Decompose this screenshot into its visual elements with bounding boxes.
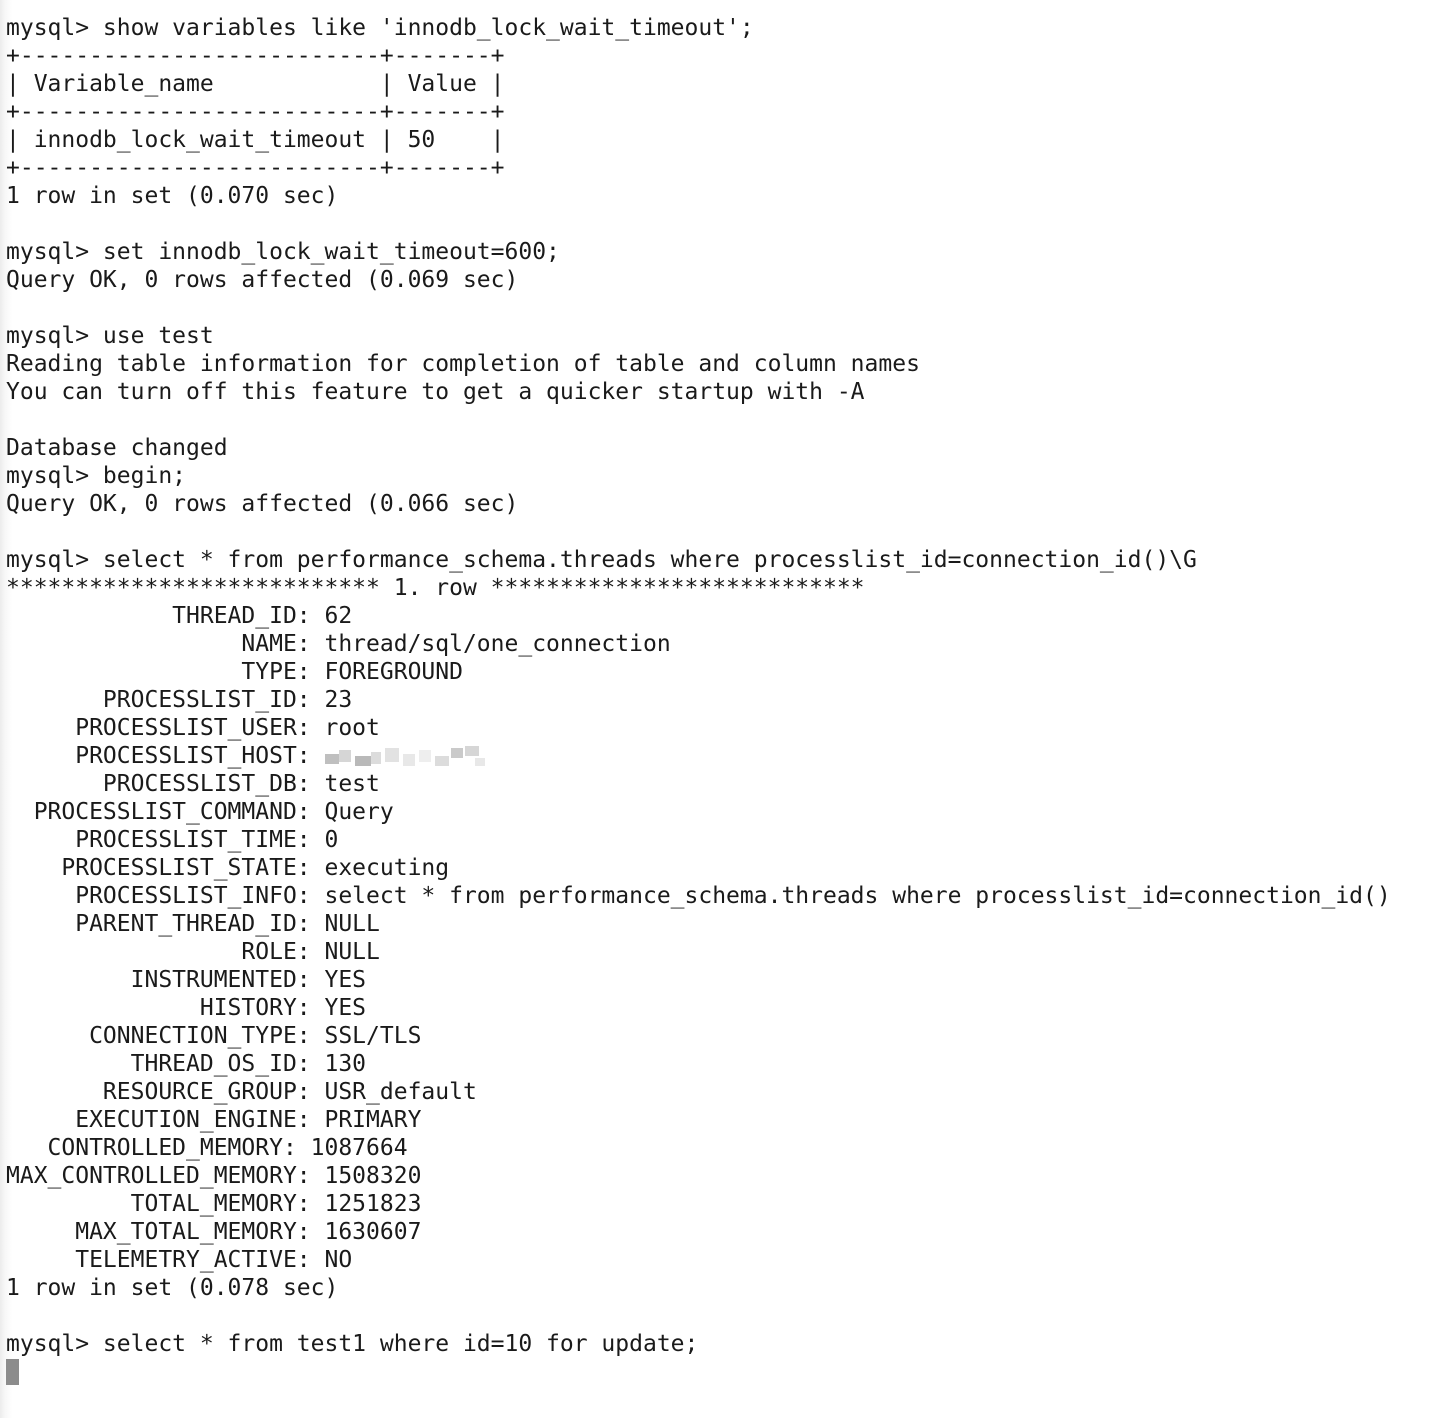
terminal-line	[6, 294, 1391, 322]
terminal-line: PROCESSLIST_USER: root	[6, 715, 380, 741]
terminal-line: EXECUTION_ENGINE: PRIMARY	[6, 1107, 422, 1133]
terminal-line	[6, 518, 1391, 546]
terminal-cursor	[6, 1359, 19, 1385]
terminal-line: ROLE: NULL	[6, 939, 380, 965]
terminal-line: RESOURCE_GROUP: USR_default	[6, 1079, 477, 1105]
terminal-line: PROCESSLIST_TIME: 0	[6, 827, 339, 853]
terminal-line: +--------------------------+-------+	[6, 43, 505, 69]
terminal-line: PROCESSLIST_DB: test	[6, 771, 380, 797]
terminal-line: | Variable_name | Value |	[6, 71, 505, 97]
terminal-line: +--------------------------+-------+	[6, 155, 505, 181]
terminal-line: mysql> begin;	[6, 463, 187, 489]
terminal-line: INSTRUMENTED: YES	[6, 967, 367, 993]
terminal-line: mysql> use test	[6, 323, 214, 349]
terminal-line: PROCESSLIST_ID: 23	[6, 687, 353, 713]
terminal-line: TELEMETRY_ACTIVE: NO	[6, 1247, 353, 1273]
terminal-line: mysql> set innodb_lock_wait_timeout=600;	[6, 239, 560, 265]
terminal-line: TOTAL_MEMORY: 1251823	[6, 1191, 422, 1217]
terminal-line: PROCESSLIST_STATE: executing	[6, 855, 450, 881]
terminal-line: Query OK, 0 rows affected (0.066 sec)	[6, 491, 519, 517]
terminal-line: PROCESSLIST_HOST:	[6, 742, 1391, 770]
terminal-line: +--------------------------+-------+	[6, 99, 505, 125]
terminal-line: You can turn off this feature to get a quicker startup with -A	[6, 379, 865, 405]
terminal-line: TYPE: FOREGROUND	[6, 659, 463, 685]
terminal-line: PARENT_THREAD_ID: NULL	[6, 911, 380, 937]
terminal-output	[6, 14, 1391, 1358]
terminal-line: *************************** 1. row ***************************	[6, 575, 865, 601]
redacted-host-value	[325, 746, 487, 768]
terminal-line: Query OK, 0 rows affected (0.069 sec)	[6, 267, 519, 293]
terminal-line: | innodb_lock_wait_timeout | 50 |	[6, 127, 505, 153]
terminal-line: NAME: thread/sql/one_connection	[6, 631, 671, 657]
terminal-line: mysql> show variables like 'innodb_lock_wait_timeout';	[6, 15, 754, 41]
terminal-line: MAX_CONTROLLED_MEMORY: 1508320	[6, 1163, 422, 1189]
terminal-line: mysql> select * from performance_schema.threads where processlist_id=connection_id()\G	[6, 547, 1197, 573]
terminal-line: CONTROLLED_MEMORY: 1087664	[6, 1135, 408, 1161]
terminal-line: 1 row in set (0.078 sec)	[6, 1275, 339, 1301]
terminal-line: THREAD_OS_ID: 130	[6, 1051, 367, 1077]
terminal-line: Database changed	[6, 435, 228, 461]
terminal-line: PROCESSLIST_INFO: select * from performance_schema.threads where processlist_id=connection_id()	[6, 883, 1391, 909]
terminal-line: Reading table information for completion of table and column names	[6, 351, 920, 377]
terminal-line: 1 row in set (0.070 sec)	[6, 183, 339, 209]
terminal-line	[6, 406, 1391, 434]
terminal-line	[6, 1302, 1391, 1330]
terminal-line: HISTORY: YES	[6, 995, 367, 1021]
terminal-line: MAX_TOTAL_MEMORY: 1630607	[6, 1219, 422, 1245]
terminal-line	[6, 210, 1391, 238]
terminal-line: mysql> select * from test1 where id=10 for update;	[6, 1331, 699, 1357]
terminal-line: CONNECTION_TYPE: SSL/TLS	[6, 1023, 422, 1049]
terminal-line: PROCESSLIST_COMMAND: Query	[6, 799, 394, 825]
terminal-line: THREAD_ID: 62	[6, 603, 353, 629]
